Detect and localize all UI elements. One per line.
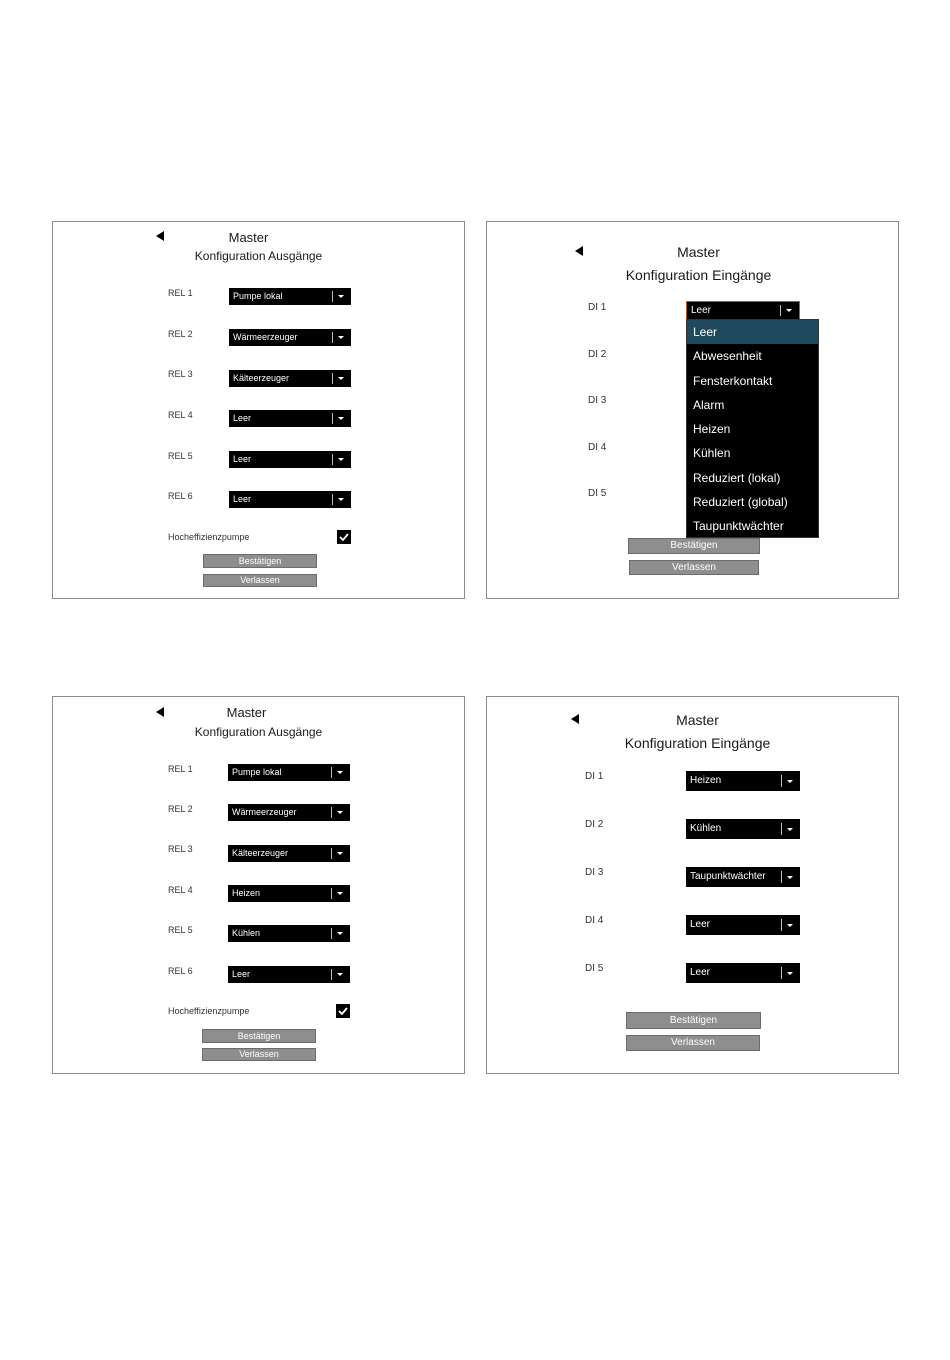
di-5-value: Leer (690, 967, 711, 978)
caret-down-icon (787, 972, 793, 975)
checkbox-label: Hocheffizienzpumpe (168, 532, 250, 542)
di-1-label: DI 1 (585, 771, 604, 782)
rel-1-label: REL 1 (168, 764, 193, 774)
screen-subtitle: Konfiguration Ausgänge (194, 725, 323, 739)
caret-down-icon (338, 498, 344, 501)
divider (332, 332, 333, 343)
rel-5-select[interactable] (228, 925, 350, 942)
rel-6-select[interactable] (228, 966, 350, 983)
dropdown-option[interactable]: Kühlen (693, 446, 731, 461)
di-1-label: DI 1 (588, 302, 607, 313)
dropdown-option[interactable]: Reduziert (lokal) (693, 470, 781, 485)
di-5-label: DI 5 (585, 963, 604, 974)
caret-down-icon (337, 852, 343, 855)
rel-2-label: REL 2 (168, 804, 193, 814)
rel-4-value: Leer (233, 413, 252, 423)
rel-1-label: REL 1 (168, 288, 193, 298)
divider (331, 767, 332, 778)
divider (331, 888, 332, 899)
rel-1-value: Pumpe lokal (233, 291, 283, 301)
rel-3-select[interactable] (229, 370, 351, 387)
high-efficiency-pump-checkbox[interactable] (336, 1004, 350, 1018)
divider (332, 494, 333, 505)
screen-subtitle: Konfiguration Eingänge (625, 267, 772, 283)
rel-1-select[interactable] (228, 764, 350, 781)
panel-outputs-config-2 (52, 696, 465, 1074)
rel-6-value: Leer (232, 969, 251, 979)
di-1-select[interactable] (686, 771, 800, 791)
rel-5-label: REL 5 (168, 925, 193, 935)
caret-down-icon (787, 876, 793, 879)
checkbox-label: Hocheffizienzpumpe (168, 1006, 250, 1016)
caret-down-icon (337, 892, 343, 895)
rel-3-label: REL 3 (168, 369, 193, 379)
rel-3-value: Kälteerzeuger (233, 373, 290, 383)
rel-4-select[interactable] (228, 885, 350, 902)
di-2-select[interactable] (686, 819, 800, 839)
dropdown-options-list (686, 319, 819, 538)
divider (332, 291, 333, 302)
rel-6-value: Leer (233, 494, 252, 504)
rel-2-select[interactable] (229, 329, 351, 346)
dropdown-option[interactable]: Reduziert (global) (693, 495, 788, 510)
rel-2-select[interactable] (228, 804, 350, 821)
di-4-value: Leer (690, 919, 711, 930)
dropdown-option[interactable]: Alarm (693, 397, 725, 412)
dropdown-option[interactable]: Taupunktwächter (693, 519, 784, 534)
rel-4-label: REL 4 (168, 885, 193, 895)
rel-5-label: REL 5 (168, 451, 193, 461)
caret-down-icon (337, 771, 343, 774)
checkmark-icon (338, 1007, 348, 1015)
divider (331, 848, 332, 859)
divider (781, 823, 782, 835)
di-4-select[interactable] (686, 915, 800, 935)
leave-button[interactable]: Verlassen (202, 1048, 316, 1061)
screen-title: Master (677, 244, 720, 260)
leave-button[interactable]: Verlassen (203, 574, 317, 587)
divider (331, 969, 332, 980)
rel-6-label: REL 6 (168, 491, 193, 501)
dropdown-option[interactable]: Fensterkontakt (693, 373, 773, 388)
divider (780, 305, 781, 316)
rel-4-label: REL 4 (168, 410, 193, 420)
rel-5-value: Leer (233, 454, 252, 464)
di-2-label: DI 2 (588, 349, 607, 360)
dropdown-option[interactable]: Heizen (693, 422, 731, 437)
di-1-value: Leer (691, 305, 712, 316)
di-3-label: DI 3 (588, 395, 607, 406)
di-4-label: DI 4 (588, 442, 607, 453)
rel-6-label: REL 6 (168, 966, 193, 976)
confirm-button[interactable]: Bestätigen (203, 554, 317, 568)
di-3-label: DI 3 (585, 867, 604, 878)
caret-down-icon (338, 458, 344, 461)
dropdown-option[interactable]: Abwesenheit (693, 349, 762, 364)
rel-2-value: Wärmeerzeuger (232, 807, 297, 817)
divider (332, 413, 333, 424)
dropdown-option[interactable]: Leer (687, 320, 818, 344)
rel-2-value: Wärmeerzeuger (233, 332, 298, 342)
rel-2-label: REL 2 (168, 329, 193, 339)
caret-down-icon (337, 932, 343, 935)
confirm-button[interactable]: Bestätigen (628, 538, 760, 554)
di-5-select[interactable] (686, 963, 800, 983)
screen-title: Master (226, 705, 267, 720)
caret-down-icon (338, 377, 344, 380)
rel-5-value: Kühlen (232, 928, 261, 938)
rel-1-select[interactable] (229, 288, 351, 305)
confirm-button[interactable]: Bestätigen (202, 1029, 316, 1043)
caret-down-icon (787, 828, 793, 831)
divider (781, 967, 782, 979)
screen-title: Master (676, 712, 719, 728)
caret-down-icon (338, 295, 344, 298)
di-5-label: DI 5 (588, 488, 607, 499)
divider (781, 775, 782, 787)
rel-3-label: REL 3 (168, 844, 193, 854)
panel-inputs-config-2 (486, 696, 899, 1074)
caret-down-icon (338, 336, 344, 339)
di-1-select-open[interactable] (686, 301, 800, 320)
caret-down-icon (337, 973, 343, 976)
panel-inputs-config-dropdown (486, 221, 899, 599)
screen-subtitle: Konfiguration Eingänge (624, 735, 771, 751)
divider (332, 454, 333, 465)
di-4-label: DI 4 (585, 915, 604, 926)
caret-down-icon (786, 309, 792, 312)
rel-3-select[interactable] (228, 845, 350, 862)
screen-title: Master (228, 230, 269, 245)
caret-down-icon (337, 811, 343, 814)
leave-button[interactable]: Verlassen (626, 1035, 760, 1051)
panel-outputs-config-1 (52, 221, 465, 599)
screen-subtitle: Konfiguration Ausgänge (194, 249, 323, 263)
di-1-value: Heizen (690, 775, 722, 786)
divider (781, 871, 782, 883)
divider (331, 807, 332, 818)
di-3-value: Taupunktwächter (690, 871, 766, 882)
checkmark-icon (339, 533, 349, 541)
divider (331, 928, 332, 939)
high-efficiency-pump-checkbox[interactable] (337, 530, 351, 544)
rel-5-select[interactable] (229, 451, 351, 468)
confirm-button[interactable]: Bestätigen (626, 1012, 761, 1029)
rel-4-value: Heizen (232, 888, 261, 898)
rel-1-value: Pumpe lokal (232, 767, 282, 777)
divider (781, 919, 782, 931)
caret-down-icon (787, 924, 793, 927)
rel-6-select[interactable] (229, 491, 351, 508)
divider (332, 373, 333, 384)
di-3-select[interactable] (686, 867, 800, 887)
leave-button[interactable]: Verlassen (629, 560, 759, 575)
di-2-label: DI 2 (585, 819, 604, 830)
caret-down-icon (338, 417, 344, 420)
caret-down-icon (787, 780, 793, 783)
rel-3-value: Kälteerzeuger (232, 848, 289, 858)
rel-4-select[interactable] (229, 410, 351, 427)
di-2-value: Kühlen (690, 823, 722, 834)
